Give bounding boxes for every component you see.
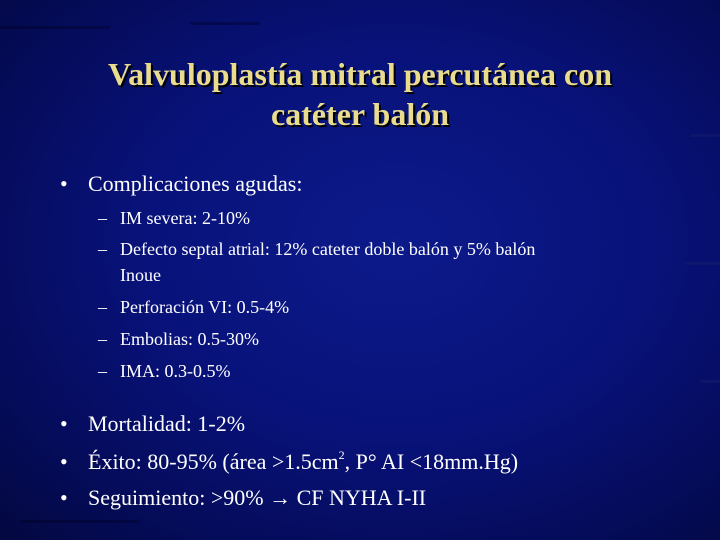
arrow-right-icon: → [269,485,292,510]
bullet-icon: • [60,449,68,474]
decorative-stripe [700,380,720,383]
sub-item-text: IMA: 0.3-0.5% [120,361,231,381]
sub-item-text: IM severa: 2-10% [120,208,250,228]
sub-item-text: Inoue [120,265,161,285]
seguimiento-text: Seguimiento: >90% [88,485,264,510]
bullet-text: Complicaciones agudas: [88,171,303,196]
bullet-icon: • [60,485,68,510]
dash-icon: – [98,329,107,349]
dash-icon: – [98,361,107,381]
dash-icon: – [98,208,107,228]
title-line-1: Valvuloplastía mitral percutánea con [107,56,612,92]
bullet-text [88,486,426,510]
exito-text-cont: , P° AI <18mm.Hg) [344,449,519,474]
bullet-text: Mortalidad: 1-2% [88,411,246,436]
decorative-stripe [0,26,110,29]
sub-item-text: Defecto septal atrial: 12% cateter doble balón y 5% balón [120,239,536,259]
exito-text: Éxito: 80-95% (área >1.5cm [88,449,339,474]
sub-item-text: Embolias: 0.5-30% [120,329,259,349]
superscript: 2 [338,447,345,462]
dash-icon: – [98,239,107,259]
decorative-stripe [190,22,260,25]
bullet-icon: • [60,171,68,196]
dash-icon: – [98,297,107,317]
title-line-2: catéter balón [270,96,450,132]
decorative-stripe [690,134,720,137]
decorative-stripe [685,262,720,265]
bullet-text [88,447,519,474]
seguimiento-text-cont: CF NYHA I-II [296,485,427,510]
sub-item-text: Perforación VI: 0.5-4% [120,297,290,317]
slide-title [0,54,720,134]
decorative-stripe [20,520,140,523]
bullet-icon: • [60,411,68,436]
